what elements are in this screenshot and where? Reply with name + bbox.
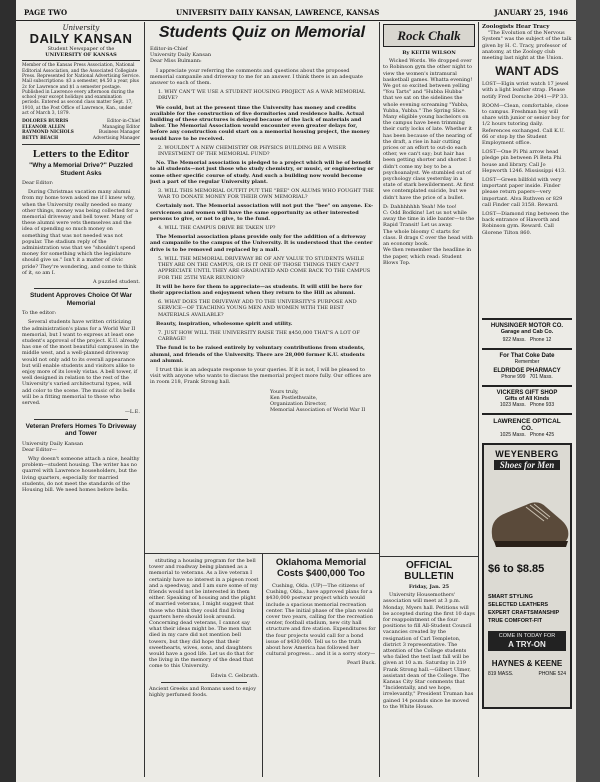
quiz-question: 4. WILL THE CAMPUS DRIVE BE TAKEN UP?	[158, 225, 276, 232]
masthead-sub2: UNIVERSITY OF KANSAS	[45, 52, 117, 59]
quiz-intro: I appreciate your referring the comments and questions about the proposed memorial campanile and driveway to me for an answer. I think there is an adequate answer to each of them.	[150, 67, 363, 87]
continued-letter-signature: Edwin C. Gelbrath.	[210, 672, 259, 679]
quiz-qa-6	[150, 299, 374, 327]
weyenberg-feature: EXPERT CRAFTSMANSHIP	[488, 610, 560, 616]
veteran-letter-body: Why doesn't someone attach a nice, healthy problem—student housing. The writer has no quarrel with Lawrence householders, but the living quarters, especially for married students, do not meet the standards of the Housing bill. We need homes before bells.	[22, 455, 140, 493]
staff-row: RAYMOND NICHOLS Business Manager	[22, 130, 140, 136]
ad-hunsinger-phone: Phone 12	[529, 337, 552, 343]
rock-chalk-banner	[383, 24, 475, 47]
quiz-article	[150, 24, 374, 550]
ad-lawrence-phone: Phone 425	[529, 432, 555, 438]
ad-coke	[482, 348, 572, 380]
quiz-address: Editor-in-Chief University Daily Kansan Dear Miss Bulmann:	[150, 46, 212, 65]
column-rule	[262, 553, 263, 777]
ad-vickers	[482, 385, 572, 408]
weyenberg-price: $6 to $8.85	[488, 563, 545, 575]
rock-chalk-column	[383, 24, 475, 554]
want-ad: LOST—Green billfold with very important paper inside. Finder please return papers—very important. Alva Ruthven or 829 call Finder call 3158. Reward.	[482, 177, 563, 208]
column-rule	[379, 22, 380, 777]
quiz-signature	[150, 389, 374, 414]
ad-eldridge-name: ELDRIDGE PHARMACY	[493, 368, 561, 374]
quiz-question: 3. WILL THIS MEMORIAL OUTFIT PUT THE "BEE" ON ALUMS WHO FOUGHT THE WAR TO DONATE MONEY FOR THEIR OWN MEMORIAL?	[158, 188, 374, 201]
ad-lawrence-name: LAWRENCE OPTICAL	[493, 418, 561, 425]
continued-letter	[149, 558, 259, 778]
want-ad: LOST—One Pi Phi arrow head pledge pin between Pi Beta Phi house and library. Call Jo Hepworth 1246. Mississippi 413.	[482, 149, 566, 174]
ad-coke-line1: For That Coke Date	[499, 353, 555, 359]
quiz-qa-3	[150, 188, 374, 222]
quiz-qa-7	[150, 330, 374, 364]
signature-line: Yours truly,	[270, 388, 299, 395]
letter-signature: A puzzled student.	[92, 279, 140, 286]
masthead	[22, 24, 140, 58]
ad-vickers-name: VICKERS GIFT SHOP	[496, 390, 558, 396]
ad-lawrence-line: CO.	[521, 425, 533, 432]
page-number: PAGE TWO	[24, 8, 68, 17]
weyenberg-feature: SELECTED LEATHERS	[488, 602, 549, 608]
letter-salutation: Dear Editor:	[22, 180, 54, 186]
quiz-answer: No. The Memorial association is pledged to a project which will be of benefit to all students—not just those who study chemistry, or music, or engineering or some other specific course of study. And such a building now would become just a part of the regular University plant.	[150, 160, 374, 185]
weyenberg-cta-line: COME IN TODAY FOR	[498, 633, 556, 639]
continued-letter-body: stituting a housing program for the bell tower and roadway being planned as a memorial to veterans. As a live veteran I certainly have no interest in a pigeon roost and a speedway, and I am sure some of my friends would not be interested in them either. Speaking of housing and the plight of married veterans, I might suggest that those who think they could find living quarters here should look around. Concerning dead veterans, I cannot say what their ideas might be. The men that died in my care did not mention bell towers, but they did hope that their sweethearts, wives, sons, and daughters would have a good life. Let us do that for the living in the memory of the dead that come to this University.	[149, 558, 259, 670]
signature-line: Organization Director,	[270, 400, 327, 407]
display-ads	[482, 318, 572, 778]
quiz-qa-4	[150, 225, 374, 253]
column-rule	[478, 22, 479, 777]
veteran-letter-salutation: University Daily Kansan Dear Editor—	[22, 440, 84, 453]
book-binding	[0, 0, 16, 782]
masthead-title: DAILY KANSAN	[29, 31, 133, 46]
weyenberg-contact	[488, 671, 566, 677]
signature-line: Ken Postlethwaite,	[270, 394, 318, 401]
quiz-question: 6. WHAT DOES THE DRIVEWAY ADD TO THE UNIVERSITY'S PURPOSE AND SERVICE—OF TEACHING YOUNG MEN AND WOMEN WITH THE BEST MATERIALS AVAILABLE?	[158, 299, 357, 318]
veteran-letter-title: Veteran Prefers Homes To Driveway and Tower	[25, 422, 137, 437]
rock-chalk-title: Rock Chalk	[397, 28, 461, 43]
quiz-question: 2. WOULDN'T A NEW CHEMISTRY OR PHYSICS BUILDING BE A WISER INVESTMENT OF THE MEMORIAL FUND?	[158, 144, 346, 158]
bulletin-date: Friday, Jan. 25	[408, 584, 450, 590]
rock-chalk-dialogue: D: Dahhhhhhh Yeah! Me too! C: Odd Bodkins! Let us not while away the time in idle banter—to the Rapid Transit! Let us away. The whole bloomy C starts for class. B drags C over the head with an economy book. We then remember the headline in the paper, which read: Student Blows Top.	[383, 203, 475, 266]
staff-row: BETTY BEACH Advertising Manager	[22, 135, 140, 141]
ad-hunsinger-line: Garage and Cab Co.	[500, 329, 554, 335]
letters-title: Letters to the Editor	[32, 148, 130, 160]
oklahoma-article	[266, 558, 376, 778]
zoologists-headline: Zoologists Hear Tracy	[482, 24, 550, 30]
ad-hunsinger	[482, 318, 572, 343]
quiz-qa-1	[150, 89, 374, 142]
letters-column	[22, 24, 140, 778]
oklahoma-body: Cushing, Okla. (UP)—The citizens of Cushing, Okla., have approved plans for a $430,000 postwar project which would include a spacious memorial recreation center. The initial phase of the plan would cover two years, calling for the recreation center, football stadium, new city hall structure and fire station. Expenditures for the four projects would call for a bond issue of $430,000. Tell us to the truth about how America has followed her cultural progress... and it is a sorry story—	[266, 583, 376, 658]
running-head	[16, 8, 576, 21]
student-letter-salutation: To the editor:	[22, 310, 57, 317]
ad-weyenberg	[482, 443, 572, 709]
weyenberg-cta-line: A TRY-ON	[508, 640, 546, 649]
shoe-illustration	[486, 479, 572, 559]
letter-body: During Christmas vacation many alumni from my home town asked me if I knew why, when the University really needed so many other things, money was being collected for a memorial driveway and bell tower. Many of these alumni were vets themselves and the idea of spending so much money on something that was not needed was not popular. The stadium reply of the administration was that we "shouldn't spend money for something which the legislature should give us." Isn't it a matter of civic pride? They're wondering, and come to think of it, so am I.	[22, 189, 139, 276]
quiz-answer: We could, but at the present time the University has money and credits available for the construction of five dormitories and residence halls. Actual building of these structures is delayed because of the lack of materials and labor. The Memorial Association would encounter even greater delays for, before any construction could start on a memorial housing project, the money would have to be received.	[150, 104, 370, 142]
paper-name: UNIVERSITY DAILY KANSAN, LAWRENCE, KANSAS	[176, 8, 380, 17]
ad-vickers-line: Gifts of All Kinds	[504, 396, 550, 402]
ad-vickers-phone: Phone 933	[529, 402, 555, 408]
weyenberg-tag: Shoes for Men	[494, 460, 560, 470]
rock-chalk-body: Wicked Words. We dropped over to Robinson gym the other night to view the women's intramural basketball games. Whatta evening! We got so excited between yelling "You Tarts" and "Hubba Hubba" that we sat on the sidelines the whole evening screaming "Yubba, Yubba, Yubba." The Spring Slice. Many eligible young bachelors on the campus have been trimming their curly locks of late. Whether it has been because of the nearing of the draft, a rise in hair cutting prices or an effort to out-do each other, we can't say; but hair has been getting shorter and shorter. I didn't come my boy to be a psychoanalyst. We stumbled out of psychology class yesterday in a state of stark bewilderment. At first we contemplated suicide, but we didn't have the price of a bullet.	[383, 58, 474, 201]
quiz-answer: It will be here for them to appreciate—as students. It will still be here for their appreciation and enjoyment when they return to the Hill as alumni.	[150, 283, 363, 296]
ad-lawrence-addr: 1025 Mass.	[499, 432, 526, 438]
quiz-headline: Students Quiz on Memorial	[158, 24, 366, 41]
ad-eldridge-phone: Phone 999	[501, 374, 526, 380]
want-ad: LOST—Diamond ring between the back entrance of Haworth and Robinson gym. Reward. Call Glorene Tilton 860.	[482, 211, 569, 236]
quiz-question: 5. WILL THE MEMORIAL DRIVEWAY BE OF ANY VALUE TO STUDENTS WHILE THEY ARE ON THE CAMPUS, OR IS IT ONE OF THOSE THINGS THEY CAN'T APPRECIATE UNTIL THEY ARE GRADUATED AND COME BACK TO THE CAMPUS FOR THE 25TH YEAR REUNION?	[158, 255, 371, 281]
weyenberg-phone: PHONE 524	[538, 671, 566, 677]
staff-row: ELEANOR ALLEN Managing Editor	[22, 124, 140, 130]
student-letter-signature: —L.E.	[124, 409, 140, 416]
weyenberg-brand: WEYENBERG	[495, 449, 559, 459]
bulletin-title: OFFICIAL BULLETIN	[404, 560, 454, 582]
ad-vickers-addr: 1023 Mass.	[499, 402, 526, 408]
ad-eldridge-addr: 701 Mass.	[529, 374, 553, 380]
filler-note: Ancient Greeks and Romans used to enjoy highly perfumed foods.	[149, 685, 257, 699]
want-ads-title: WANT ADS	[495, 64, 559, 79]
weyenberg-feature: SMART STYLING	[488, 594, 533, 600]
ad-hunsinger-addr: 922 Mass.	[502, 337, 526, 343]
staff-list	[22, 119, 140, 141]
official-bulletin	[383, 560, 475, 778]
student-letter-title: Student Approves Choice Of War Memorial	[29, 292, 133, 307]
student-letter-body: Several students have written criticizing the administration's plans for a World War II memorial, but I want to express at least one student's approval of the project. K.U. already has one of the most beautiful campuses in the middle west, and a well-planned driveway would not only add to its overall appearance but will enable students and visitors alike to enjoy more of its lovely vistas. A bell tower, if well designed in relation to the rest of the University's varied architectural types, will add color to the scene. The music of its bells will be a fitting memorial to those who served.	[22, 319, 140, 407]
quiz-answer: The Memorial association plans provide only for the addition of a driveway and campanile to the campus of the University. It is understood that the center drive is to be removed and replaced by a mall.	[150, 234, 373, 253]
oklahoma-headline: Oklahoma Memorial Costs $400,000 Too	[275, 558, 367, 579]
quiz-qa-5	[150, 256, 374, 296]
quiz-answer: Certainly not. The Memorial association will not put the "bee" on anyone. Ex-servicemen and women will have the same opportunity as other interested persons to give, or not to give, to the fund.	[150, 203, 374, 222]
masthead-info: Member of the Kansas Press Association, National Editorial Association, and the Associated Collegiate Press. Represented for National Advertising Service. Mail subscriptions: $3 a semester, $4.50 a year, plus 2c for Lawrence and $1 a semester postage. Published in Lawrence every afternoon during the school year except holidays and examination periods. Entered as second class matter Sept. 17, 1910, at the Post Office of Lawrence, Kan., under act of March 3, 1879.	[22, 63, 140, 117]
weyenberg-addr: 819 MASS.	[488, 671, 514, 677]
quiz-qa-2	[150, 145, 374, 185]
ad-lawrence-optical	[482, 413, 572, 438]
quiz-question: 1. WHY CAN'T WE USE A STUDENT HOUSING PROJECT AS A WAR MEMORIAL DRIVE?	[158, 89, 366, 102]
zoologists-body: "The Evolution of the Nervous System" was the subject of the talk given by H. C. Tracy, professor of anatomy, at the Zoology club meeting last night at the Union.	[482, 30, 572, 62]
weyenberg-feature: TRUE COMFORT-FIT	[488, 618, 543, 624]
ad-hunsinger-name: HUNSINGER MOTOR CO.	[490, 323, 564, 329]
rock-chalk-byline: By KEITH WILSON	[402, 50, 456, 56]
masthead-kicker: University	[62, 24, 100, 32]
signature-line: Memorial Association of World War II	[270, 407, 366, 414]
weyenberg-store: HAYNES & KEENE	[491, 659, 563, 668]
section-rule	[380, 556, 478, 557]
quiz-question: 7. JUST HOW WILL THE UNIVERSITY RAISE THE $450,000 THAT'S A LOT OF CABBAGE!	[158, 329, 360, 343]
letters-subtitle: "Why a Memorial Drive?" Puzzled Student Asks	[29, 162, 133, 177]
weyenberg-cta	[488, 631, 566, 651]
oklahoma-signature: Pearl Buck.	[347, 660, 376, 667]
quiz-answer: Beauty, inspiration, wholesome spirit and utility.	[156, 320, 293, 327]
column-rule	[144, 22, 145, 777]
quiz-answer: The fund is to be raised entirely by voluntary contributions from students, alumni, and friends of the University. There are 28,000 former K.U. students and alumni.	[150, 345, 365, 364]
weyenberg-brand-wrap	[484, 449, 570, 470]
quiz-closing: I trust this is an adequate response to your queries. If it is not, I will be pleased to visit with anyone who wants to discuss the memorial project more fully. Our offices are in room 218, Frank Strong hall.	[150, 366, 372, 386]
ad-coke-line2: Remember	[514, 359, 540, 365]
page-edge	[576, 0, 600, 782]
newspaper-page	[16, 0, 576, 782]
weyenberg-features	[488, 593, 559, 625]
issue-date: JANUARY 25, 1946	[494, 8, 568, 17]
want-ad: ROOM—Clean, comfortable, close to campus. Freshman boy will share with junior or senior boy for 1/2 hours tutoring daily. References exchanged. Call K.U. 66 or stop by the Student Employment office.	[482, 102, 570, 147]
staff-row: DOLORES BURRIS Editor-in-Chief	[22, 119, 140, 125]
bulletin-body: University Housemothers' association will meet at 3 p.m. Monday, Myers hall. Petitions will be accepted during the first 10 days for reappointment of the four positions to fill All-Student Council vacancies created by the resignation of Carl Templeton, district 3 representative. The attention of the College students who failed the test last fall will be given at 10 a.m. Saturday in 219 Frank Strong hall.—Gilbert Ulmer, assistant dean of the College. The Kansas City Star comments that "Incidentally, and we hope, irrelevantly," President Truman has gained 14 pounds since he moved to the White House.	[383, 592, 475, 710]
want-ad: LOST—Elgin wrist watch 17 jewel with a light leather strap. Please notify Fred Dorsche 2041—PP 33.	[482, 81, 569, 100]
masthead-sub1: Student Newspaper of the	[47, 46, 115, 52]
